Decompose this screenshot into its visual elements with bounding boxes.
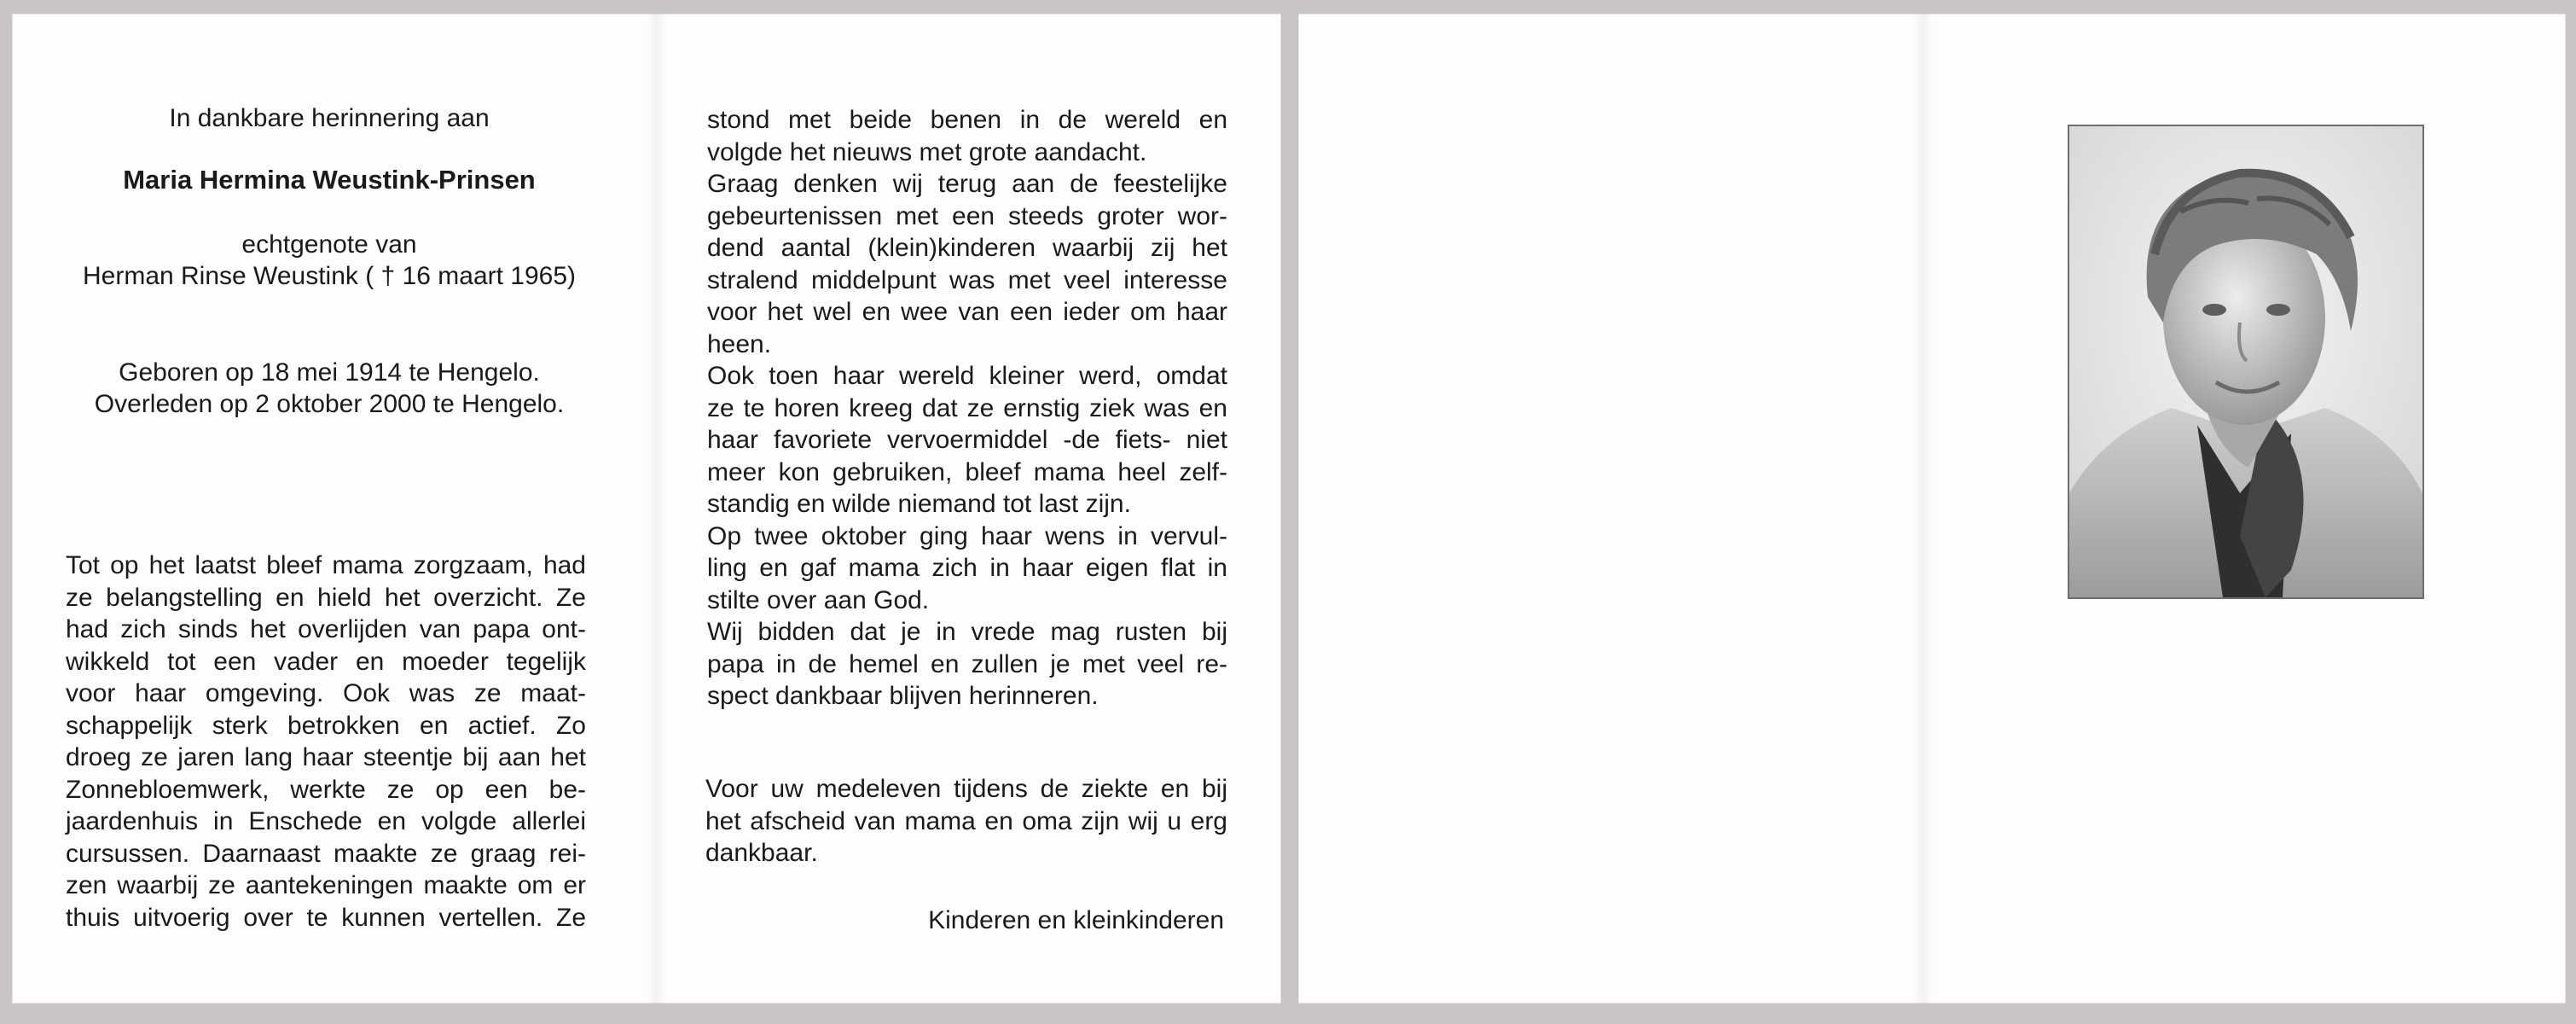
bio-line: droeg ze jaren lang haar steentje bij aan het [66,743,586,771]
text-line: haar favoriete vervoermiddel -de fiets- niet [707,426,1227,454]
text-line: meer kon gebruiken, bleef mama heel zelf- [707,457,1227,486]
bio-line: ze belangstelling en hield het overzicht. Ze [66,583,586,612]
biography-paragraph [66,550,586,934]
name-text: Maria Hermina Weustink-Prinsen [123,165,536,195]
bio-line: cursussen. Daarnaast maakte ze graag rei- [66,839,586,868]
bio-line: Zonnebloemwerk, werkte ze op een be- [66,775,586,804]
thanks-line: het afscheid van mama en oma zijn wij u erg [705,806,1227,835]
card-fold [1912,14,1933,1004]
spouse-name: Herman Rinse Weustink ( † 16 maart 1965) [82,262,577,290]
dates-block [56,357,602,420]
text-line: Ook toen haar wereld kleiner werd, omdat [707,362,1227,390]
text-line: Op twee oktober ging haar wens in vervul- [707,521,1227,550]
signature-text: Kinderen en kleinkinderen [928,906,1224,934]
portrait-icon [2069,126,2422,597]
text-line: voor het wel en wee van een ieder om haar [707,298,1227,326]
thanks-line: dankbaar. [705,839,818,867]
text-line: stralend middelpunt was met veel interesse [707,265,1227,294]
card-fold [647,14,667,1004]
spouse-label: echtgenote van [241,230,417,259]
portrait-photo-icon [2068,125,2424,599]
bio-line: had zich sinds het overlijden van papa ont- [66,615,586,643]
text-line: stond met beide benen in de wereld en [707,106,1227,134]
thanks-paragraph [705,773,1227,870]
deceased-name [48,164,611,195]
intro-line [56,102,602,134]
death-line: Overleden op 2 oktober 2000 te Hengelo. [94,390,565,418]
text-line: stilte over aan God. [707,585,930,614]
birth-line: Geboren op 18 mei 1914 te Hengelo. [119,358,540,387]
text-line: volgde het nieuws met grote aandacht. [707,137,1147,166]
text-line: heen. [707,329,772,358]
text-line: Wij bidden dat je in vrede mag rusten bij [707,618,1227,646]
text-line: standig en wilde niemand tot last zijn. [707,490,1131,518]
signature [853,905,1224,936]
text-line: ze te horen kreeg dat ze ernstig ziek was en [707,393,1227,422]
thanks-line: Voor uw medeleven tijdens de ziekte en bij [705,775,1227,803]
bio-line: wikkeld tot een vader en moeder tegelijk [66,647,586,676]
text-line: papa in de hemel en zullen je met veel re- [707,649,1227,678]
bio-line: voor haar omgeving. Ook was ze maat- [66,679,586,707]
bio-line: Tot op het laatst bleef mama zorgzaam, had [66,551,586,579]
continuation-paragraph [707,104,1227,713]
text-line: ling en gaf mama zich in haar eigen flat in [707,554,1227,582]
text-line: Graag denken wij terug aan de feestelijke [707,170,1227,198]
text-line: dend aantal (klein)kinderen waarbij zij het [707,234,1227,262]
intro-text: In dankbare herinnering aan [169,104,490,132]
text-line: gebeurtenissen met een steeds groter wor- [707,201,1227,230]
bio-line: zen waarbij ze aantekeningen maakte om er [66,871,586,899]
bio-line: schappelijk sterk betrokken en actief. Zo [66,711,586,740]
bio-line: thuis uitvoerig over te kunnen vertellen. Ze [66,903,586,932]
text-line: spect dankbaar blijven herinneren. [707,682,1099,710]
bio-line: jaardenhuis in Enschede en volgde allerlei [66,807,586,835]
spouse-block [56,229,602,292]
